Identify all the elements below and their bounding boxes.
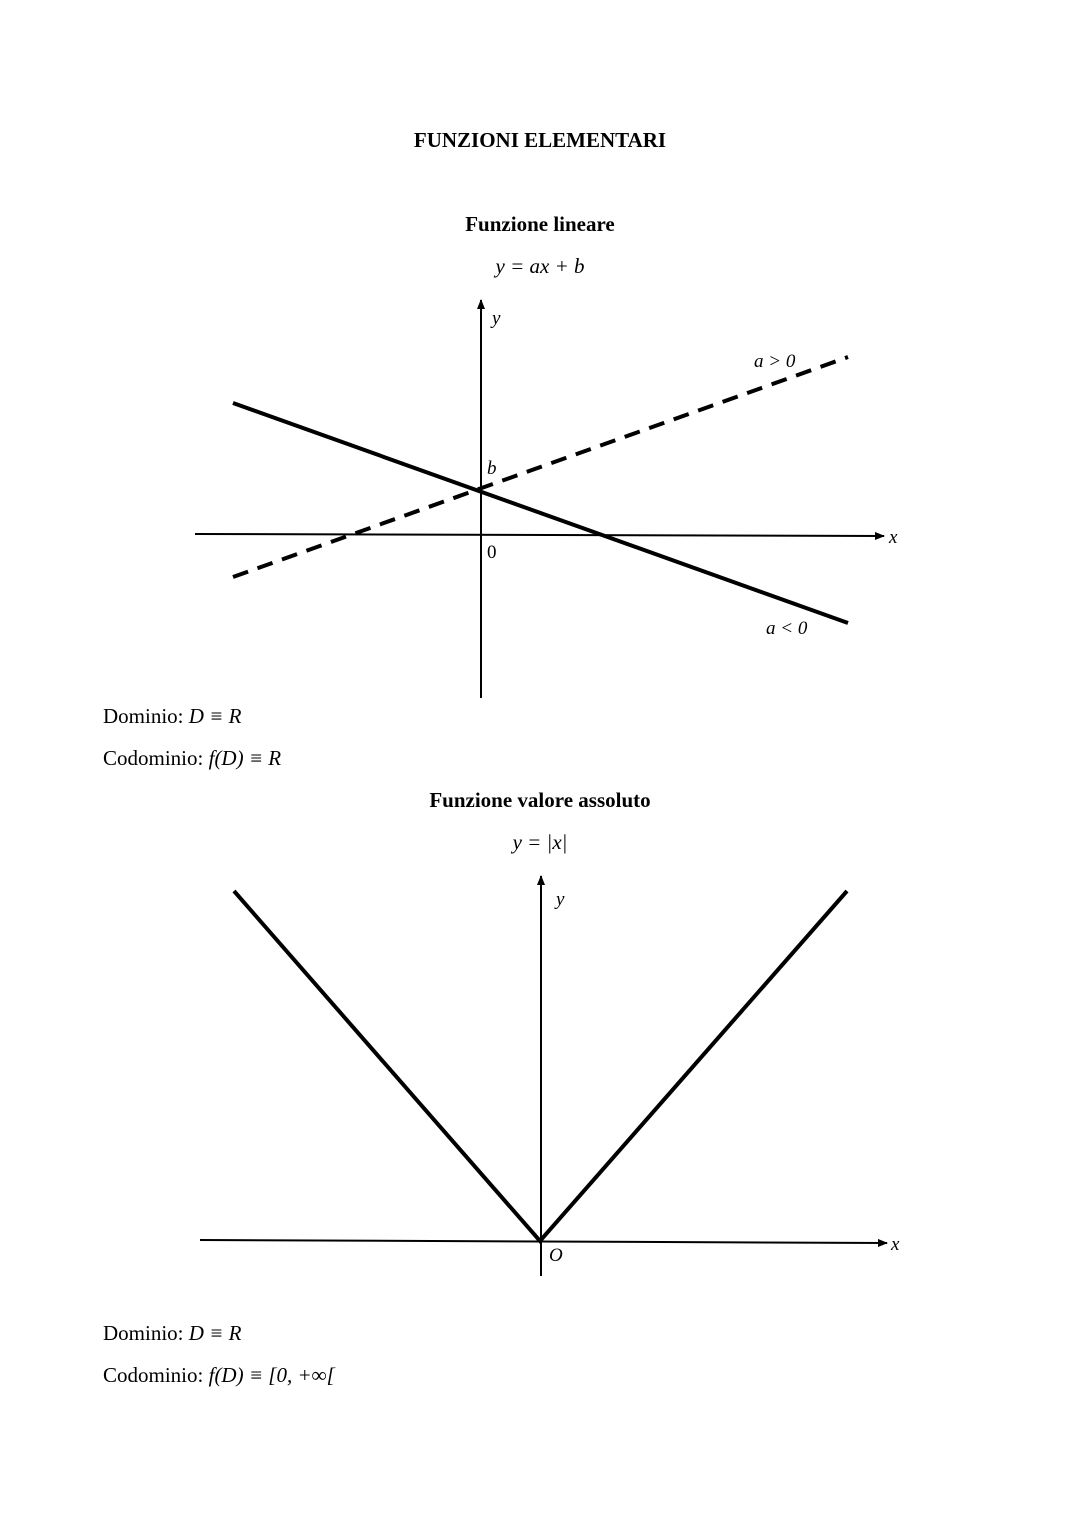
- domain-value: D ≡ R: [188, 1321, 242, 1345]
- domain-line-absolute: [103, 1321, 241, 1346]
- formula-absolute: y = |x|: [512, 830, 568, 854]
- x-axis: [200, 1240, 887, 1243]
- codomain-value: f(D) ≡ R: [208, 746, 282, 770]
- x-axis-label: x: [889, 527, 898, 548]
- codomain-value: f(D) ≡ [0, +∞[: [208, 1363, 335, 1387]
- line-positive-slope: [233, 357, 848, 577]
- origin-label: O: [549, 1245, 563, 1266]
- negative-slope-label: a < 0: [766, 618, 808, 639]
- formula-linear: y = ax + b: [495, 254, 585, 278]
- codomain-line-absolute: [103, 1363, 335, 1388]
- line-negative-slope: [233, 403, 848, 623]
- domain-value: D ≡ R: [188, 704, 242, 728]
- origin-label: 0: [487, 542, 497, 563]
- x-axis: [195, 534, 884, 536]
- domain-label: Dominio:: [103, 704, 184, 728]
- y-axis-label: y: [556, 889, 565, 910]
- absolute-value-graph: [0, 870, 1080, 1290]
- y-axis-label: y: [492, 308, 501, 329]
- codomain-label: Codominio:: [103, 1363, 204, 1387]
- domain-label: Dominio:: [103, 1321, 184, 1345]
- codomain-label: Codominio:: [103, 746, 204, 770]
- domain-line-linear: [103, 704, 241, 729]
- section-title-linear: Funzione lineare: [465, 212, 615, 236]
- positive-slope-label: a > 0: [754, 351, 796, 372]
- document-title: FUNZIONI ELEMENTARI: [413, 128, 667, 152]
- x-axis-label: x: [891, 1234, 900, 1255]
- section-title-absolute: Funzione valore assoluto: [429, 788, 651, 812]
- codomain-line-linear: [103, 746, 281, 771]
- linear-function-graph: [0, 290, 1080, 710]
- intercept-label: b: [487, 458, 497, 479]
